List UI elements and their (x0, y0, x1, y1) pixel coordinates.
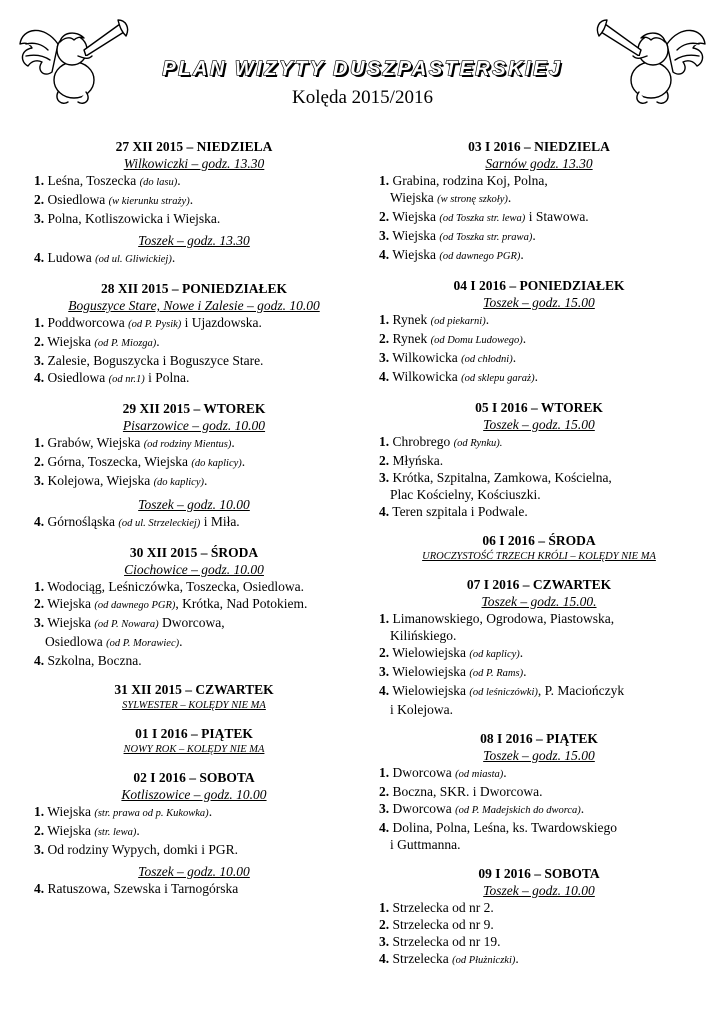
street-note: (do kaplicy) (153, 477, 204, 488)
street-suffix: . (507, 190, 512, 205)
street-names: Chrobrego (392, 434, 451, 449)
street-suffix: . (156, 334, 160, 349)
street-names: Plac Kościelny, Kościuszki. (390, 487, 541, 502)
item-number: 2. (34, 192, 45, 207)
day-block (34, 725, 354, 757)
item-number: 1. (34, 579, 45, 594)
street-item (379, 933, 699, 950)
street-item (379, 311, 699, 330)
street-item (34, 453, 354, 472)
place-time: Toszek – godz. 15.00. (481, 594, 597, 609)
street-names: Poddworcowa (47, 315, 125, 330)
street-item (34, 822, 354, 841)
street-note: (od leśniczówki) (469, 687, 538, 698)
street-note: (od dawnego PGR) (439, 251, 521, 262)
street-names: Grabów, Wiejska (47, 435, 141, 450)
place-time: Toszek – godz. 10.00 (138, 497, 250, 512)
street-note: (od rodziny Mientus) (143, 439, 232, 450)
street-names: Wielowiejska (392, 683, 466, 698)
street-names: Krótka, Szpitalna, Zamkowa, Kościelna, (392, 470, 612, 485)
schedule-left-column (34, 138, 354, 909)
item-number: 2. (34, 596, 45, 611)
street-item (34, 513, 354, 532)
street-note: (str. prawa od p. Kukowka) (94, 808, 209, 819)
item-number: 4. (379, 951, 390, 966)
street-names: Dolina, Polna, Leśna, ks. Twardowskiego (392, 820, 618, 835)
street-suffix: . (522, 331, 527, 346)
street-suffix: . (520, 247, 524, 262)
street-names: Polna, Kotliszowicka i Wiejska. (47, 211, 221, 226)
item-number: 3. (34, 211, 45, 226)
place-time: Toszek – godz. 15.00 (483, 417, 595, 432)
street-names: Dworcowa (392, 765, 452, 780)
street-item (34, 841, 354, 858)
day-heading: 01 I 2016 – PIĄTEK (135, 726, 253, 741)
street-item (34, 595, 354, 614)
street-names: Rynek (392, 312, 428, 327)
street-note: (do lasu) (139, 177, 178, 188)
item-number: 2. (379, 784, 390, 799)
item-number: 2. (379, 645, 390, 660)
day-block (379, 576, 699, 718)
street-item (34, 578, 354, 595)
street-suffix: . (532, 228, 536, 243)
street-names: Wielowiejska (392, 645, 466, 660)
street-item (379, 452, 699, 469)
item-number: 1. (379, 434, 390, 449)
street-item (34, 172, 354, 191)
item-number: 4. (379, 504, 390, 519)
street-suffix: . (534, 369, 538, 384)
street-item (379, 330, 699, 349)
street-suffix: . (171, 250, 176, 265)
street-names: Teren szpitala i Podwale. (392, 504, 528, 519)
item-number: 3. (379, 350, 390, 365)
street-note: (od P. Pysik) (128, 319, 182, 330)
street-item (379, 172, 699, 189)
day-block (379, 730, 699, 853)
street-suffix: i Stawowa. (525, 209, 589, 224)
street-note: (od ul. Gliwickiej) (95, 254, 172, 265)
street-note: (od P. Rams) (469, 668, 524, 679)
item-number: 2. (379, 331, 390, 346)
street-suffix: Dworcowa, (158, 615, 225, 630)
street-suffix: . (512, 350, 517, 365)
street-item (379, 916, 699, 933)
street-suffix: . (515, 951, 519, 966)
item-number: 1. (34, 173, 45, 188)
item-number: 2. (34, 823, 45, 838)
street-suffix: . (241, 454, 246, 469)
street-item (34, 633, 354, 652)
street-item (34, 652, 354, 669)
day-block (34, 544, 354, 669)
street-names: Wiejska (390, 190, 434, 205)
street-item (379, 644, 699, 663)
day-heading: 28 XII 2015 – PONIEDZIAŁEK (100, 281, 288, 296)
street-suffix: . (580, 801, 585, 816)
item-number: 2. (34, 454, 45, 469)
item-number: 3. (379, 934, 390, 949)
street-names: Wilkowicka (392, 350, 458, 365)
street-item (379, 783, 699, 800)
street-note: (od P. Miozga) (94, 338, 157, 349)
street-suffix: . (189, 192, 194, 207)
day-block (34, 400, 354, 532)
street-item (379, 349, 699, 368)
item-number: 3. (34, 473, 45, 488)
item-number: 1. (379, 173, 390, 188)
street-names: Wiejska (47, 596, 91, 611)
street-suffix: . (503, 765, 507, 780)
street-names: Młyńska. (392, 453, 444, 468)
item-number: 3. (379, 664, 390, 679)
street-names: Wodociąg, Leśniczówka, Toszecka, Osiedlowa. (47, 579, 305, 594)
street-names: Wiejska (392, 209, 436, 224)
street-names: Dworcowa (392, 801, 452, 816)
street-item (379, 701, 699, 718)
street-item (379, 227, 699, 246)
item-number: 1. (34, 435, 45, 450)
street-names: Strzelecka od nr 9. (392, 917, 494, 932)
street-item (379, 764, 699, 783)
day-heading: 04 I 2016 – PONIEDZIAŁEK (453, 278, 625, 293)
street-note: (od Płużniczki) (452, 955, 516, 966)
street-suffix: . (136, 823, 140, 838)
item-number: 4. (379, 683, 390, 698)
place-time: Toszek – godz. 15.00 (483, 295, 595, 310)
street-note: (str. lewa) (94, 827, 137, 838)
street-item (34, 249, 354, 268)
street-names: Od rodziny Wypych, domki i PGR. (47, 842, 239, 857)
item-number: 4. (34, 653, 45, 668)
item-number: 4. (379, 369, 390, 384)
street-suffix: . (208, 804, 213, 819)
page-subtitle: Kolęda 2015/2016 (292, 87, 433, 108)
item-number: 4. (34, 370, 45, 385)
street-note: (od nr.1) (108, 374, 145, 385)
day-heading: 30 XII 2015 – ŚRODA (129, 545, 259, 560)
day-block (379, 399, 699, 520)
item-number: 4. (34, 514, 45, 529)
street-item (379, 189, 699, 208)
street-item (379, 208, 699, 227)
street-names: Osiedlowa (47, 370, 106, 385)
day-heading: 08 I 2016 – PIĄTEK (480, 731, 598, 746)
item-number: 1. (379, 900, 390, 915)
item-number: 1. (379, 312, 390, 327)
street-item (34, 880, 354, 897)
item-number: 1. (34, 804, 45, 819)
street-names: Strzelecka od nr 2. (392, 900, 494, 915)
street-item (379, 246, 699, 265)
street-item (34, 333, 354, 352)
street-names: Rynek (392, 331, 428, 346)
item-number: 2. (34, 334, 45, 349)
street-names: Wiejska (392, 228, 436, 243)
street-names: Wielowiejska (392, 664, 466, 679)
place-time: Toszek – godz. 13.30 (138, 233, 250, 248)
day-block (379, 865, 699, 969)
item-number: 4. (34, 881, 45, 896)
street-item (34, 210, 354, 227)
street-names: Wilkowicka (392, 369, 458, 384)
street-item (34, 369, 354, 388)
street-item (34, 314, 354, 333)
day-block (379, 138, 699, 265)
item-number: 1. (379, 611, 390, 626)
day-block (34, 280, 354, 388)
street-item (379, 836, 699, 853)
place-time: NOWY ROK – KOLĘDY NIE MA (123, 744, 265, 755)
street-suffix: . (179, 634, 183, 649)
day-heading: 31 XII 2015 – CZWARTEK (114, 682, 274, 697)
street-item (34, 614, 354, 633)
street-names: Strzelecka (392, 951, 449, 966)
street-item (379, 663, 699, 682)
item-number: 1. (34, 315, 45, 330)
street-note: (od chłodni) (461, 354, 513, 365)
item-number: 3. (379, 470, 390, 485)
place-time: SYLWESTER – KOLĘDY NIE MA (122, 700, 266, 711)
street-suffix: . (177, 173, 181, 188)
street-names: Boczna, SKR. i Dworcowa. (392, 784, 543, 799)
street-item (379, 682, 699, 701)
street-item (34, 472, 354, 491)
place-time: Kotliszowice – godz. 10.00 (121, 787, 267, 802)
item-number: 3. (34, 353, 45, 368)
street-suffix: , Krótka, Nad Potokiem. (175, 596, 308, 611)
street-item (379, 627, 699, 644)
street-note: (od Toszka str. prawa) (439, 232, 533, 243)
street-note: (od Rynku). (453, 438, 503, 449)
day-block (379, 277, 699, 387)
day-block (379, 532, 699, 564)
street-names: Grabina, rodzina Koj, Polna, (392, 173, 548, 188)
page-title: PLAN WIZYTY DUSZPASTERSKIEJ (162, 58, 563, 80)
place-time: Wilkowiczki – godz. 13.30 (123, 156, 265, 171)
street-names: Leśna, Toszecka (47, 173, 137, 188)
day-heading: 02 I 2016 – SOBOTA (133, 770, 255, 785)
street-suffix: . (204, 473, 208, 488)
street-item (379, 433, 699, 452)
day-block (34, 769, 354, 897)
street-item (34, 803, 354, 822)
street-names: Ludowa (47, 250, 92, 265)
item-number: 3. (379, 228, 390, 243)
street-names: Kolejowa, Wiejska (47, 473, 151, 488)
street-note: (od P. Madejskich do dworca) (455, 805, 581, 816)
street-names: Wiejska (47, 823, 91, 838)
street-note: (od sklepu garaż) (461, 373, 535, 384)
schedule-right-column (379, 138, 699, 981)
street-note: (od P. Morawiec) (106, 638, 180, 649)
day-heading: 09 I 2016 – SOBOTA (478, 866, 600, 881)
street-names: Osiedlowa (47, 192, 106, 207)
street-suffix: , P. Maciończyk (537, 683, 625, 698)
item-number: 3. (379, 801, 390, 816)
day-heading: 06 I 2016 – ŚRODA (482, 533, 596, 548)
street-suffix: i Polna. (144, 370, 190, 385)
street-names: Limanowskiego, Ogrodowa, Piastowska, (392, 611, 615, 626)
item-number: 3. (34, 615, 45, 630)
street-note: (w kierunku straży) (108, 196, 190, 207)
street-item (379, 950, 699, 969)
street-note: (do kaplicy) (191, 458, 242, 469)
street-item (379, 899, 699, 916)
place-time: Sarnów godz. 13.30 (485, 156, 593, 171)
street-names: Osiedlowa (45, 634, 103, 649)
day-heading: 03 I 2016 – NIEDZIELA (468, 139, 610, 154)
street-suffix: . (519, 645, 524, 660)
day-block (34, 138, 354, 268)
day-heading: 29 XII 2015 – WTOREK (122, 401, 266, 416)
street-item (379, 503, 699, 520)
street-item (379, 610, 699, 627)
street-note: (w stronę szkoły) (437, 194, 508, 205)
street-item (34, 434, 354, 453)
street-names: Górna, Toszecka, Wiejska (47, 454, 188, 469)
street-names: Wiejska (47, 804, 91, 819)
street-names: Strzelecka od nr 19. (392, 934, 501, 949)
item-number: 1. (379, 765, 390, 780)
street-note: (od piekarni) (430, 316, 486, 327)
street-suffix: i Ujazdowska. (181, 315, 262, 330)
place-time: Ciochowice – godz. 10.00 (124, 562, 264, 577)
street-names: Zalesie, Boguszycka i Boguszyce Stare. (47, 353, 264, 368)
street-note: (od Domu Ludowego) (430, 335, 523, 346)
street-names: i Kolejowa. (390, 702, 453, 717)
street-names: Wiejska (392, 247, 436, 262)
street-item (379, 469, 699, 486)
street-names: Ratuszowa, Szewska i Tarnogórska (47, 881, 239, 896)
place-time: Toszek – godz. 10.00 (483, 883, 595, 898)
day-heading: 27 XII 2015 – NIEDZIELA (115, 139, 273, 154)
place-time: Toszek – godz. 10.00 (138, 864, 250, 879)
street-note: (od dawnego PGR) (94, 600, 176, 611)
street-item (379, 819, 699, 836)
street-note: (od kaplicy) (469, 649, 520, 660)
place-time: Toszek – godz. 15.00 (483, 748, 595, 763)
day-block (34, 681, 354, 713)
street-suffix: . (231, 435, 235, 450)
street-names: Wiejska (47, 615, 91, 630)
street-names: Górnośląska (47, 514, 115, 529)
street-note: (od miasta) (455, 769, 504, 780)
street-item (34, 191, 354, 210)
street-suffix: . (523, 664, 527, 679)
street-names: Szkolna, Boczna. (47, 653, 142, 668)
street-names: Wiejska (47, 334, 91, 349)
place-time: Boguszyce Stare, Nowe i Zalesie – godz. 10.00 (68, 298, 320, 313)
item-number: 2. (379, 917, 390, 932)
item-number: 3. (34, 842, 45, 857)
street-names: Kilińskiego. (390, 628, 457, 643)
street-item (34, 352, 354, 369)
item-number: 2. (379, 453, 390, 468)
place-time: Pisarzowice – godz. 10.00 (122, 418, 266, 433)
street-item (379, 368, 699, 387)
item-number: 4. (379, 820, 390, 835)
item-number: 2. (379, 209, 390, 224)
street-suffix: . (485, 312, 490, 327)
day-heading: 07 I 2016 – CZWARTEK (466, 577, 612, 592)
item-number: 4. (379, 247, 390, 262)
street-note: (od P. Nowara) (94, 619, 159, 630)
street-note: (od ul. Strzeleckiej) (118, 518, 201, 529)
street-item (379, 800, 699, 819)
street-suffix: i Miła. (200, 514, 240, 529)
street-item (379, 486, 699, 503)
street-note: (od Toszka str. lewa) (439, 213, 526, 224)
item-number: 4. (34, 250, 45, 265)
place-time: UROCZYSTOŚĆ TRZECH KRÓLI – KOLĘDY NIE MA (422, 551, 656, 562)
day-heading: 05 I 2016 – WTOREK (475, 400, 603, 415)
street-names: i Guttmanna. (390, 837, 461, 852)
